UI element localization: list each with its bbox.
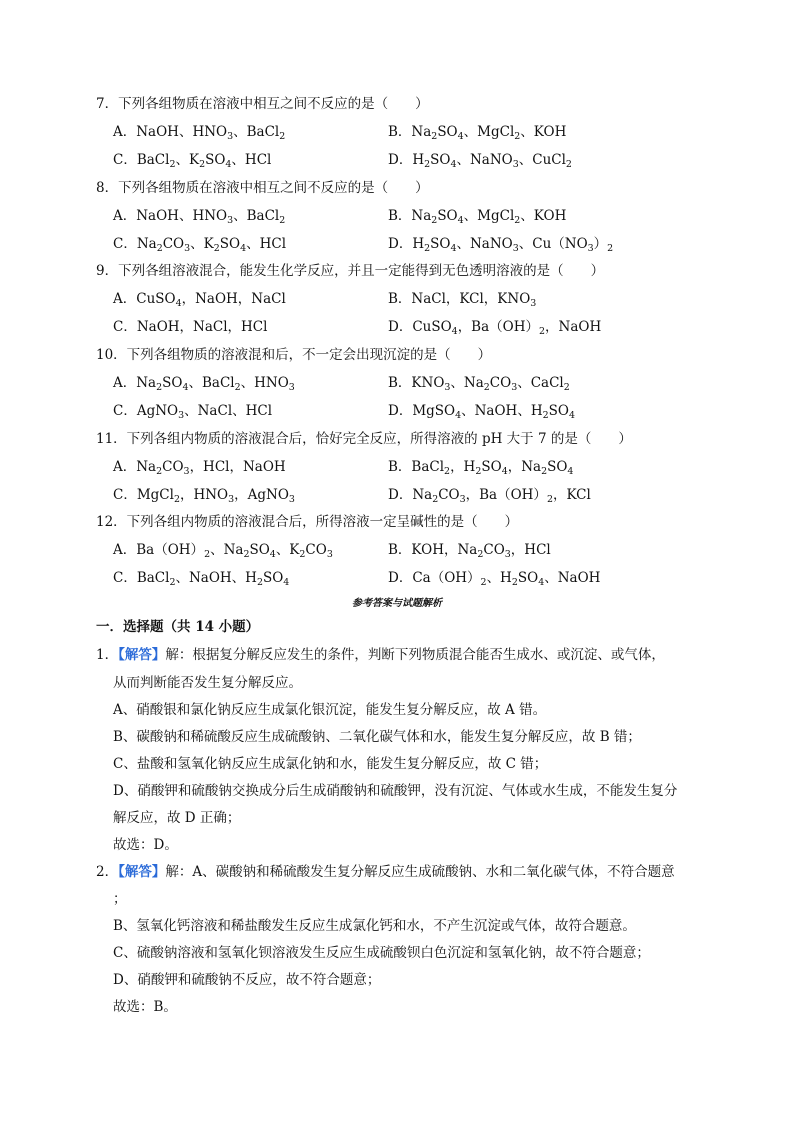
option-c — [113, 150, 271, 170]
option-d — [388, 150, 572, 170]
subscript: 4 — [457, 215, 464, 226]
option-text: 、BaCl — [188, 375, 235, 391]
option-text: A．CuSO — [113, 291, 176, 307]
option-text: C．BaCl — [113, 570, 170, 586]
question-stem: 11．下列各组内物质的溶液混合后，恰好完全反应，所得溶液的 pH 大于 7 的是（ ） — [96, 431, 632, 447]
subscript: 3 — [178, 410, 185, 421]
option-b — [388, 289, 536, 309]
option-text: ，Ba（OH） — [465, 487, 547, 503]
subscript: 3 — [326, 549, 333, 560]
option-text: A．NaOH、HNO — [113, 208, 228, 224]
subscript: 2 — [607, 243, 614, 254]
option-text: SO — [437, 208, 458, 224]
option-text: ，KCl — [552, 487, 591, 503]
option-text: A．Na — [113, 375, 157, 391]
subscript: 3 — [228, 494, 235, 505]
subscript: 3 — [288, 494, 295, 505]
subscript: 3 — [504, 549, 511, 560]
option-text: 、K — [175, 152, 200, 168]
answer-first-line — [96, 862, 675, 882]
option-text: B．Na — [388, 208, 432, 224]
option-text: 、NaOH、H — [175, 570, 257, 586]
option-text: B．BaCl — [388, 459, 445, 475]
option-d — [388, 234, 613, 254]
subscript: 2 — [299, 549, 306, 560]
option-a — [113, 540, 333, 560]
subscript: 4 — [451, 326, 458, 337]
option-text: SO — [437, 124, 458, 140]
option-text: 、NaOH — [544, 570, 601, 586]
answer-title: 参考答案与试题解析 — [352, 598, 442, 609]
answer-number: 2． — [96, 864, 119, 880]
option-text: C．Na — [113, 236, 157, 252]
option-text: SO — [517, 570, 539, 586]
subscript: 3 — [530, 298, 537, 309]
subscript: 2 — [199, 159, 206, 170]
subscript: 2 — [279, 131, 286, 142]
subscript: 2 — [431, 215, 438, 226]
option-a — [113, 289, 286, 309]
option-d — [388, 568, 600, 588]
option-a — [113, 206, 285, 226]
option-text: 、Cu（NO — [518, 236, 588, 252]
subscript: 4 — [450, 243, 457, 254]
option-c — [113, 485, 295, 505]
option-text: ，HCl，NaOH — [189, 459, 286, 475]
option-text: B．KOH，Na — [388, 542, 478, 558]
subscript: 2 — [475, 466, 482, 477]
answer-line: 故选：D。 — [113, 837, 178, 853]
option-text: 、HNO — [240, 375, 289, 391]
option-b — [388, 122, 566, 142]
answer-line: D、硝酸钾和硫酸钠不反应，故不符合题意； — [113, 972, 381, 988]
subscript: 4 — [240, 243, 247, 254]
option-text: B．NaCl，KCl，KNO — [388, 291, 531, 307]
subscript: 2 — [444, 466, 451, 477]
subscript: 4 — [269, 549, 276, 560]
answer-line: B、碳酸钠和稀硫酸反应生成硫酸钠、二氧化碳气体和水，能发生复分解反应，故 B 错； — [113, 729, 641, 745]
option-text: SO — [547, 459, 568, 475]
option-text: C．AgNO — [113, 403, 179, 419]
option-text: 、HCl — [246, 236, 287, 252]
subscript: 2 — [173, 494, 180, 505]
option-text: 、NaNO — [456, 152, 513, 168]
option-text: CO — [483, 542, 505, 558]
subscript: 4 — [283, 577, 290, 588]
answer-line: 故选：B。 — [113, 999, 177, 1015]
option-text: 、KOH — [520, 208, 567, 224]
option-text: B．KNO — [388, 375, 445, 391]
option-text: 、KOH — [520, 124, 567, 140]
subscript: 3 — [587, 243, 594, 254]
option-c — [113, 568, 289, 588]
option-text: 、K — [275, 542, 300, 558]
subscript: 2 — [204, 549, 211, 560]
answer-number: 1． — [96, 647, 119, 663]
section-heading: 一．选择题（共 14 小题） — [96, 619, 260, 635]
subscript: 2 — [514, 131, 521, 142]
option-text: 、CaCl — [517, 375, 564, 391]
option-c — [113, 401, 272, 421]
option-text: 、NaNO — [456, 236, 513, 252]
option-text: 、NaOH、H — [461, 403, 543, 419]
option-text: A．Ba（OH） — [113, 542, 205, 558]
subscript: 2 — [424, 243, 431, 254]
subscript: 2 — [256, 577, 263, 588]
option-text: SO — [262, 570, 284, 586]
option-text: D．CuSO — [388, 319, 452, 335]
option-text: ，H — [450, 459, 476, 475]
subscript: 2 — [156, 466, 163, 477]
option-a — [113, 457, 286, 477]
answer-tag: 【解答】 — [118, 647, 166, 663]
answer-line: ； — [113, 891, 127, 907]
question-stem: 7．下列各组物质在溶液中相互之间不反应的是（ ） — [96, 96, 429, 112]
option-d — [388, 401, 575, 421]
subscript: 2 — [539, 326, 546, 337]
subscript: 3 — [459, 494, 466, 505]
subscript: 3 — [227, 215, 234, 226]
option-text: A．NaOH、HNO — [113, 124, 228, 140]
subscript: 3 — [288, 382, 295, 393]
option-text: SO — [430, 152, 451, 168]
subscript: 3 — [512, 243, 519, 254]
subscript: 4 — [567, 466, 574, 477]
answer-text: 解：A、碳酸钠和稀硫酸发生复分解反应生成硫酸钠、水和二氧化碳气体，不符合题意 — [165, 864, 675, 880]
option-b — [388, 206, 566, 226]
subscript: 2 — [213, 243, 220, 254]
option-text: D．H — [388, 236, 425, 252]
answer-line: C、盐酸和氢氧化钠反应生成氯化钠和水，能发生复分解反应，故 C 错； — [113, 756, 548, 772]
subscript: 4 — [538, 577, 545, 588]
option-a — [113, 373, 295, 393]
subscript: 3 — [511, 382, 518, 393]
option-text: CO — [305, 542, 327, 558]
option-text: 、CuCl — [518, 152, 566, 168]
option-c — [113, 234, 286, 254]
option-text: CO — [489, 375, 512, 391]
subscript: 2 — [432, 494, 439, 505]
question-stem: 10．下列各组物质的溶液混和后，不一定会出现沉淀的是（ ） — [96, 347, 492, 363]
subscript: 4 — [450, 159, 457, 170]
subscript: 2 — [156, 382, 163, 393]
subscript: 3 — [444, 382, 451, 393]
subscript: 2 — [563, 382, 570, 393]
option-d — [388, 485, 591, 505]
option-text: A．Na — [113, 459, 157, 475]
option-text: ，HNO — [179, 487, 229, 503]
subscript: 4 — [568, 410, 575, 421]
subscript: 2 — [243, 549, 250, 560]
subscript: 4 — [225, 159, 232, 170]
option-text: 、Na — [210, 542, 244, 558]
option-text: 、HCl — [231, 152, 272, 168]
subscript: 2 — [431, 131, 438, 142]
option-text: SO — [430, 236, 451, 252]
subscript: 2 — [169, 577, 176, 588]
option-text: SO — [548, 403, 569, 419]
answer-text: 解：根据复分解反应发生的条件，判断下列物质混合能否生成水、或沉淀、或气体， — [165, 647, 665, 663]
subscript: 2 — [156, 243, 163, 254]
subscript: 3 — [184, 243, 191, 254]
option-text: CO — [438, 487, 460, 503]
subscript: 2 — [483, 382, 490, 393]
subscript: 4 — [455, 410, 462, 421]
option-text: D．MgSO — [388, 403, 456, 419]
option-text: C．NaOH，NaCl，HCl — [113, 319, 268, 335]
option-text: D．H — [388, 152, 425, 168]
option-text: 、Na — [450, 375, 484, 391]
subscript: 2 — [541, 466, 548, 477]
question-stem: 8．下列各组物质在溶液中相互之间不反应的是（ ） — [96, 180, 429, 196]
option-b — [388, 457, 573, 477]
subscript: 2 — [169, 159, 176, 170]
option-b — [388, 540, 551, 560]
answer-line: B、氢氧化钙溶液和稀盐酸发生反应生成氯化钙和水，不产生沉淀或气体，故符合题意。 — [113, 918, 636, 934]
subscript: 2 — [542, 410, 549, 421]
option-text: SO — [481, 459, 502, 475]
option-text: SO — [162, 375, 183, 391]
subscript: 2 — [234, 382, 241, 393]
option-text: C．MgCl — [113, 487, 174, 503]
answer-line: 解反应，故 D 正确； — [113, 810, 241, 826]
option-text: ，NaOH — [545, 319, 602, 335]
option-text: 、MgCl — [463, 208, 515, 224]
option-text: CO — [162, 459, 184, 475]
option-text: ，NaOH，NaCl — [181, 291, 286, 307]
option-a — [113, 122, 285, 142]
option-c — [113, 317, 267, 337]
answer-first-line — [96, 645, 665, 665]
subscript: 2 — [511, 577, 518, 588]
option-text: D．Ca（OH） — [388, 570, 481, 586]
answer-line: C、硫酸钠溶液和氢氧化钡溶液发生反应生成硫酸钡白色沉淀和氢氧化钠，故不符合题意； — [113, 945, 650, 961]
subscript: 2 — [514, 215, 521, 226]
subscript: 2 — [565, 159, 572, 170]
option-text: 、NaCl、HCl — [184, 403, 273, 419]
subscript: 4 — [182, 382, 189, 393]
option-text: C．BaCl — [113, 152, 170, 168]
option-text: 、H — [486, 570, 512, 586]
option-b — [388, 373, 570, 393]
question-stem: 12．下列各组内物质的溶液混合后，所得溶液一定呈碱性的是（ ） — [96, 514, 519, 530]
option-text: ，Ba（OH） — [457, 319, 539, 335]
question-stem: 9．下列各组溶液混合，能发生化学反应，并且一定能得到无色透明溶液的是（ ） — [96, 263, 605, 279]
option-text: SO — [205, 152, 226, 168]
subscript: 2 — [477, 549, 484, 560]
option-d — [388, 317, 601, 337]
option-text: SO — [219, 236, 241, 252]
answer-line: D、硝酸钾和硫酸钠交换成分后生成硝酸钠和硫酸钾，没有沉淀、气体或水生成，不能发生复分 — [113, 783, 678, 799]
option-text: ） — [593, 236, 608, 252]
subscript: 3 — [512, 159, 519, 170]
subscript: 3 — [183, 466, 190, 477]
answer-line: 从而判断能否发生复分解反应。 — [113, 675, 302, 691]
option-text: 、BaCl — [233, 124, 280, 140]
answer-line: A、硝酸银和氯化钠反应生成氯化银沉淀，能发生复分解反应，故 A 错。 — [113, 702, 547, 718]
option-text: 、BaCl — [233, 208, 280, 224]
option-text: CO — [162, 236, 185, 252]
subscript: 2 — [424, 159, 431, 170]
option-text: D．Na — [388, 487, 433, 503]
subscript: 4 — [457, 131, 464, 142]
option-text: ，HCl — [510, 542, 551, 558]
option-text: SO — [249, 542, 270, 558]
option-text: ，AgNO — [234, 487, 289, 503]
answer-tag: 【解答】 — [118, 864, 166, 880]
subscript: 2 — [480, 577, 487, 588]
subscript: 4 — [501, 466, 508, 477]
subscript: 4 — [175, 298, 182, 309]
option-text: ，Na — [507, 459, 542, 475]
option-text: 、K — [190, 236, 214, 252]
subscript: 3 — [227, 131, 234, 142]
option-text: 、MgCl — [463, 124, 515, 140]
subscript: 2 — [546, 494, 553, 505]
subscript: 2 — [279, 215, 286, 226]
option-text: B．Na — [388, 124, 432, 140]
